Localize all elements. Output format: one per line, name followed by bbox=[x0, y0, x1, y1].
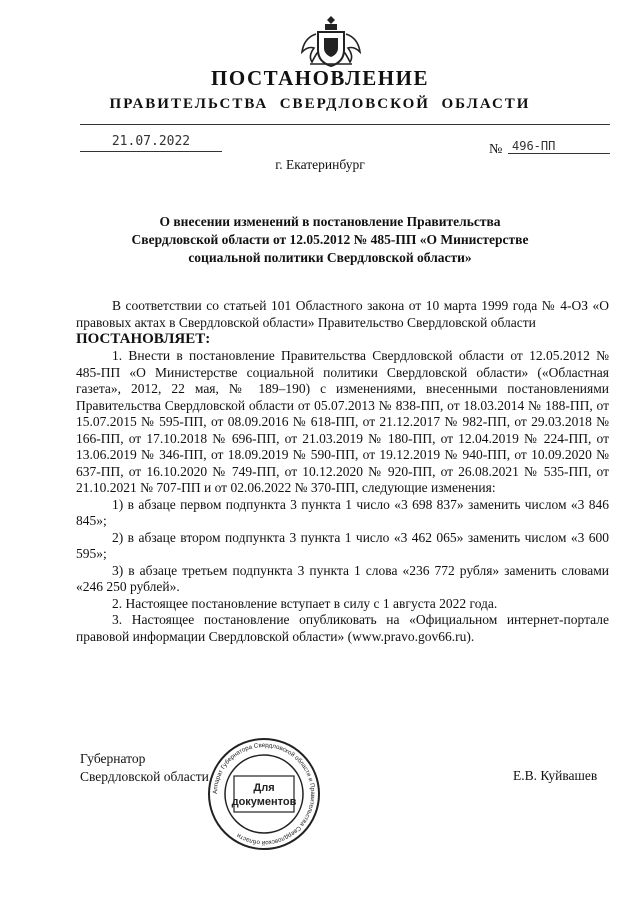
position-line: Губернатор bbox=[80, 751, 146, 766]
item-3-paragraph: 3. Настоящее постановление опубликовать на «Официальном интернет-портале правовой информации Свердловской области» (www.pravo.gov66.ru). bbox=[76, 612, 609, 644]
document-number: 496-ПП bbox=[508, 139, 610, 154]
item-2-paragraph: 2. Настоящее постановление вступает в силу с 1 августа 2022 года. bbox=[112, 595, 498, 611]
heading-line: Свердловской области от 12.05.2012 № 485-ПП «О Министерстве bbox=[131, 232, 529, 247]
coat-of-arms-icon bbox=[296, 12, 366, 72]
stamp-center-line: документов bbox=[231, 796, 297, 808]
heading-line: социальной политики Свердловской области» bbox=[188, 250, 472, 265]
document-heading bbox=[95, 213, 565, 267]
document-date: 21.07.2022 bbox=[80, 134, 222, 152]
decree-word: ПОСТАНОВЛЯЕТ: bbox=[76, 331, 211, 347]
subitem-2-paragraph: 2) в абзаце втором подпункта 3 пункта 1 число «3 462 065» заменить числом «3 600 595»; bbox=[76, 529, 609, 561]
number-label: № bbox=[489, 142, 503, 157]
header-divider bbox=[80, 124, 610, 125]
item-1-paragraph: 1. Внести в постановление Правительства Свердловской области от 12.05.2012 № 485-ПП «О Министерстве социальной политики Свердловской области» («Областная газета», 2012, 22 мая, № 189–190) с изменениями, внесенными постановлениями Правительства Свердловской области от 05.07.2013 № 838-ПП, от 18.03.2014 № 188-ПП, от 15.07.2015 № 595-ПП, от 08.09.2016 № 618-ПП, от 21.12.2017 № 982-ПП, от 29.03.2018 № 166-ПП, от 17.10.2018 № 696-ПП, от 21.03.2019 № 180-ПП, от 12.04.2019 № 224-ПП, от 13.06.2019 № 346-ПП, от 18.09.2019 № 590-ПП, от 19.12.2019 № 940-ПП, от 10.09.2020 № 637-ПП, от 16.10.2020 № 749-ПП, от 10.12.2020 № 920-ПП, от 26.08.2021 № 535-ПП, от 21.10.2021 № 707-ПП и от 02.06.2022 № 370-ПП, следующие изменения: bbox=[76, 348, 609, 495]
issuer-subtitle: ПРАВИТЕЛЬСТВА СВЕРДЛОВСКОЙ ОБЛАСТИ bbox=[109, 96, 531, 112]
signatory-name: Е.В. Куйвашев bbox=[513, 768, 598, 783]
position-line: Свердловской области bbox=[80, 769, 209, 784]
stamp-ring-text: Аппарат Губернатора Свердловской области и Правительства Свердловской области bbox=[211, 741, 317, 847]
signatory-position bbox=[80, 750, 209, 786]
stamp-center-line: Для bbox=[253, 782, 275, 794]
heading-line: О внесении изменений в постановление Правительства bbox=[159, 214, 501, 229]
subitem-1-paragraph: 1) в абзаце первом подпункта 3 пункта 1 число «3 698 837» заменить числом «3 846 845»; bbox=[76, 496, 609, 528]
document-type-title: ПОСТАНОВЛЕНИЕ bbox=[211, 66, 429, 90]
document-body bbox=[76, 298, 609, 645]
city: г. Екатеринбург bbox=[275, 157, 365, 172]
preamble-paragraph: В соответствии со статьей 101 Областного закона от 10 марта 1999 года № 4-ОЗ «О правовых актах в Свердловской области» Правительство Свердловской области bbox=[76, 298, 609, 330]
official-stamp bbox=[206, 736, 322, 852]
subitem-3-paragraph: 3) в абзаце третьем подпункта 3 пункта 1 слова «236 772 рубля» заменить словами «246 250 рублей». bbox=[76, 562, 609, 594]
